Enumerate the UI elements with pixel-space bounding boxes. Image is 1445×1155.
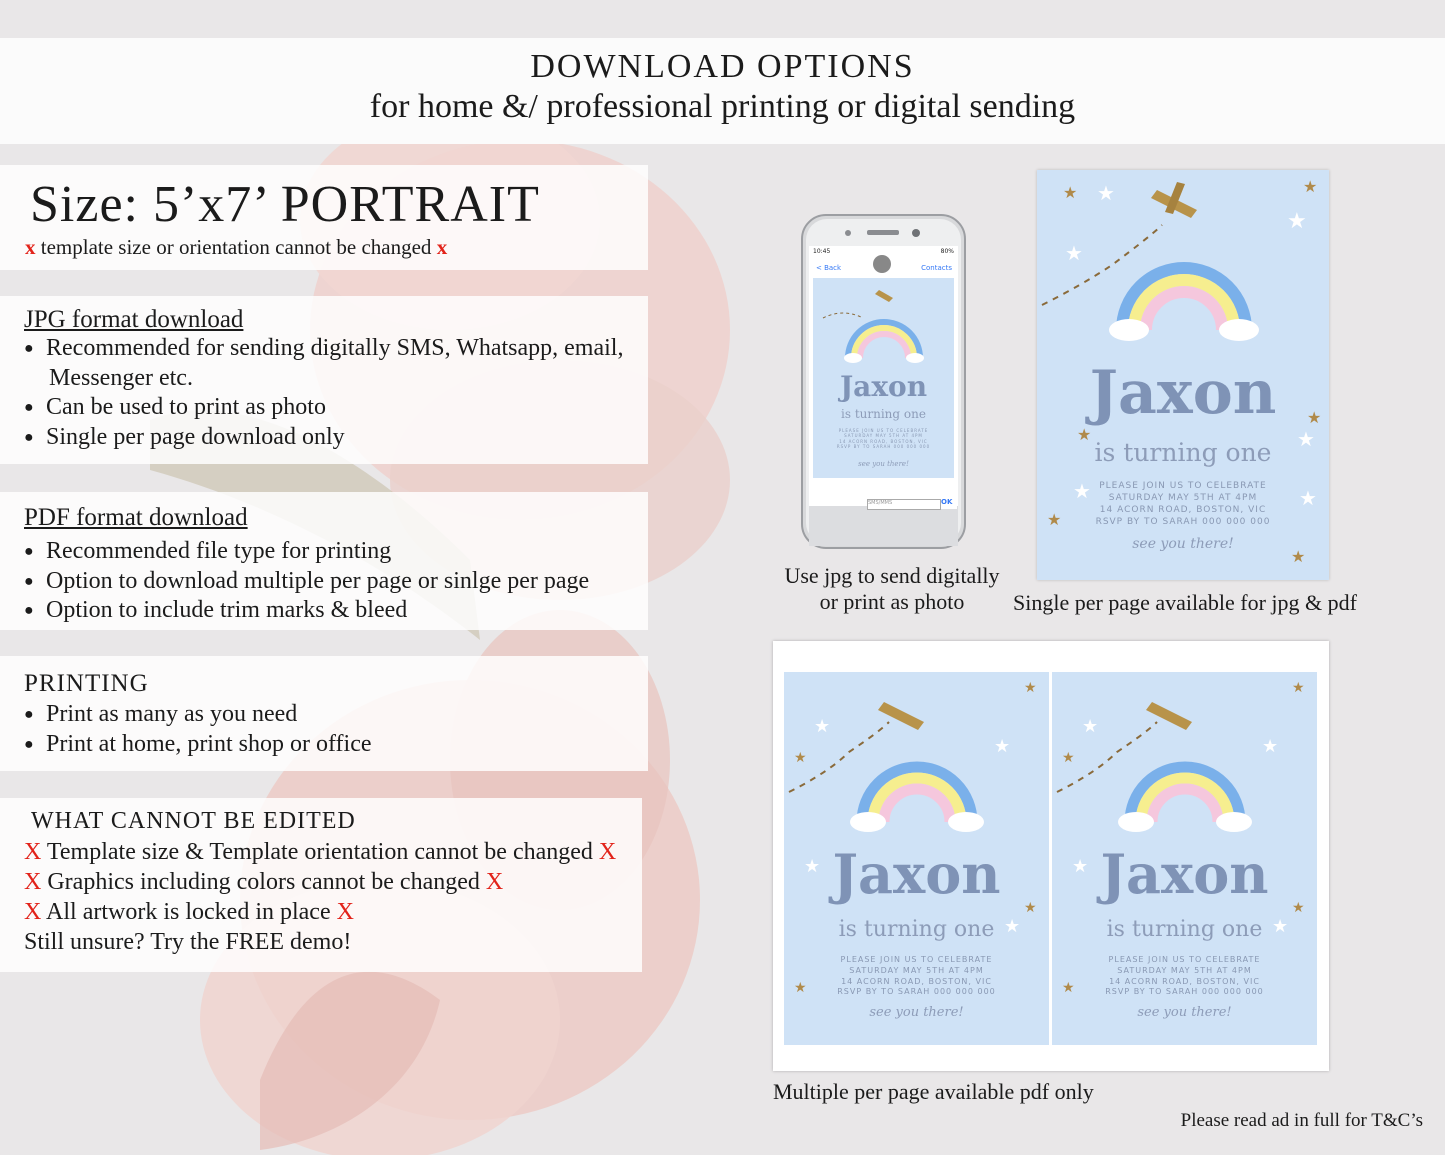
svg-text:★: ★: [1303, 177, 1318, 196]
list-item: ● Recommended for sending digitally SMS, Whatsapp, email,: [24, 335, 624, 361]
x-mark-icon: x: [436, 235, 448, 259]
multi-page-sheet: [773, 641, 1329, 1071]
pdf-panel: [0, 492, 648, 630]
sheet-invite-card-left: [784, 672, 1049, 1045]
svg-text:★: ★: [1262, 736, 1279, 757]
invite-details: PLEASE JOIN US TO CELEBRATE SATURDAY MAY 5TH AT 4PM 14 ACORN ROAD, BOSTON, VIC RSVP BY TO SARAH 000 000 000: [1105, 955, 1264, 997]
invite-subtitle: is turning one: [838, 917, 995, 942]
message-input[interactable]: SMS/MMS: [867, 499, 941, 510]
list-item: X All artwork is locked in place X: [24, 899, 354, 925]
size-note-text: template size or orientation cannot be changed: [40, 235, 432, 259]
invite-details: PLEASE JOIN US TO CELEBRATE SATURDAY MAY 5TH AT 4PM 14 ACORN ROAD, BOSTON, VIC RSVP BY TO SARAH 000 000 000: [836, 428, 931, 450]
phone-caption: Use jpg to send digitally or print as photo: [784, 563, 1000, 614]
svg-text:★: ★: [1291, 547, 1306, 566]
invite-subtitle: is turning one: [1106, 917, 1263, 942]
svg-text:★: ★: [1047, 510, 1062, 529]
svg-text:★: ★: [1097, 181, 1115, 205]
svg-text:★: ★: [1024, 680, 1037, 696]
x-mark-icon: X: [598, 839, 617, 865]
x-mark-icon: X: [24, 869, 42, 895]
invite-name: Jaxon: [832, 842, 1001, 906]
pdf-heading: PDF format download: [24, 504, 248, 531]
svg-text:★: ★: [1062, 980, 1075, 996]
bullet-icon: ●: [24, 399, 34, 417]
invite-closing: see you there!: [869, 1005, 964, 1020]
invite-name: Jaxon: [1089, 358, 1277, 428]
svg-text:★: ★: [1272, 916, 1289, 937]
page-subtitle: for home &/ professional printing or digital sending: [369, 88, 1076, 125]
invite-subtitle: is turning one: [1094, 438, 1272, 467]
bullet-icon: ●: [24, 736, 34, 754]
multiple-caption: Multiple per page available pdf only: [773, 1079, 1094, 1104]
list-item: X Template size & Template orientation cannot be changed X: [24, 839, 617, 865]
svg-text:★: ★: [1004, 916, 1021, 937]
contact-avatar: [873, 255, 891, 273]
cannot-edit-heading: WHAT CANNOT BE EDITED: [31, 808, 356, 834]
single-caption: Single per page available for jpg & pdf: [1013, 590, 1357, 615]
svg-text:★: ★: [1077, 425, 1092, 444]
list-item: ● Option to include trim marks & bleed: [24, 597, 408, 623]
svg-text:★: ★: [804, 856, 821, 877]
invite-closing: see you there!: [858, 460, 909, 468]
list-item: ● Print as many as you need: [24, 701, 298, 727]
size-note: [25, 235, 447, 260]
bullet-icon: ●: [24, 706, 34, 724]
size-panel: [0, 165, 648, 270]
svg-text:★: ★: [1082, 716, 1099, 737]
svg-text:★: ★: [1287, 209, 1307, 234]
svg-text:★: ★: [1024, 900, 1037, 916]
invite-closing: see you there!: [1137, 1005, 1232, 1020]
header-banner: [0, 38, 1445, 144]
list-item: ● Single per page download only: [24, 424, 345, 450]
invite-details: PLEASE JOIN US TO CELEBRATE SATURDAY MAY 5TH AT 4PM 14 ACORN ROAD, BOSTON, VIC RSVP BY TO SARAH 000 000 000: [837, 955, 996, 997]
list-item: X Graphics including colors cannot be changed X: [24, 869, 504, 895]
invite-name: Jaxon: [1100, 842, 1269, 906]
invite-closing: see you there!: [1132, 536, 1234, 552]
jpg-heading: JPG format download: [24, 306, 244, 333]
phone-mockup: [801, 214, 966, 549]
svg-text:★: ★: [1307, 408, 1322, 427]
phone-contacts-link[interactable]: Contacts: [921, 264, 952, 272]
ok-button[interactable]: OK: [941, 498, 957, 509]
svg-text:★: ★: [1292, 680, 1305, 696]
single-invite-card: [1037, 170, 1329, 580]
printing-panel: [0, 656, 648, 771]
x-mark-icon: x: [25, 235, 36, 259]
list-item-continuation: Messenger etc.: [49, 365, 193, 391]
invite-details: PLEASE JOIN US TO CELEBRATE SATURDAY MAY 5TH AT 4PM 14 ACORN ROAD, BOSTON, VIC RSVP BY TO SARAH 000 000 000: [1095, 481, 1271, 528]
list-item: ● Can be used to print as photo: [24, 394, 326, 420]
x-mark-icon: X: [485, 869, 504, 895]
bullet-icon: ●: [24, 602, 34, 620]
bullet-icon: ●: [24, 340, 34, 358]
bullet-icon: ●: [24, 573, 34, 591]
invite-name: Jaxon: [839, 370, 928, 403]
svg-text:★: ★: [994, 736, 1011, 757]
svg-text:★: ★: [794, 980, 807, 996]
phone-back-link[interactable]: < Back: [816, 264, 842, 272]
svg-text:★: ★: [1062, 750, 1075, 766]
list-item: ● Recommended file type for printing: [24, 538, 392, 564]
sheet-invite-card-right: [1052, 672, 1317, 1045]
printing-heading: PRINTING: [24, 670, 149, 697]
svg-text:★: ★: [1073, 479, 1091, 503]
jpg-panel: [0, 296, 648, 464]
svg-text:★: ★: [1063, 183, 1078, 202]
x-mark-icon: X: [24, 839, 42, 865]
list-item: ● Option to download multiple per page or sinlge per page: [24, 568, 590, 594]
svg-text:★: ★: [1297, 427, 1315, 451]
x-mark-icon: X: [24, 899, 42, 925]
svg-text:★: ★: [814, 716, 831, 737]
phone-time: 10:45: [813, 248, 831, 255]
x-mark-icon: X: [336, 899, 354, 925]
list-item: ● Print at home, print shop or office: [24, 731, 372, 757]
page-title: DOWNLOAD OPTIONS: [530, 48, 915, 85]
bullet-icon: ●: [24, 429, 34, 447]
svg-text:★: ★: [794, 750, 807, 766]
phone-battery: 80%: [940, 248, 954, 255]
invite-subtitle: is turning one: [841, 407, 926, 421]
size-heading: Size: 5’x7’ PORTRAIT: [30, 176, 540, 233]
footnote: Please read ad in full for T&C’s: [1180, 1110, 1423, 1131]
svg-text:★: ★: [1299, 486, 1317, 510]
svg-text:★: ★: [1065, 241, 1083, 265]
phone-invite-preview: [813, 278, 954, 478]
bullet-icon: ●: [24, 543, 34, 561]
demo-line: Still unsure? Try the FREE demo!: [24, 929, 352, 955]
svg-text:★: ★: [1292, 900, 1305, 916]
svg-text:★: ★: [1072, 856, 1089, 877]
cannot-edit-panel: [0, 798, 642, 972]
